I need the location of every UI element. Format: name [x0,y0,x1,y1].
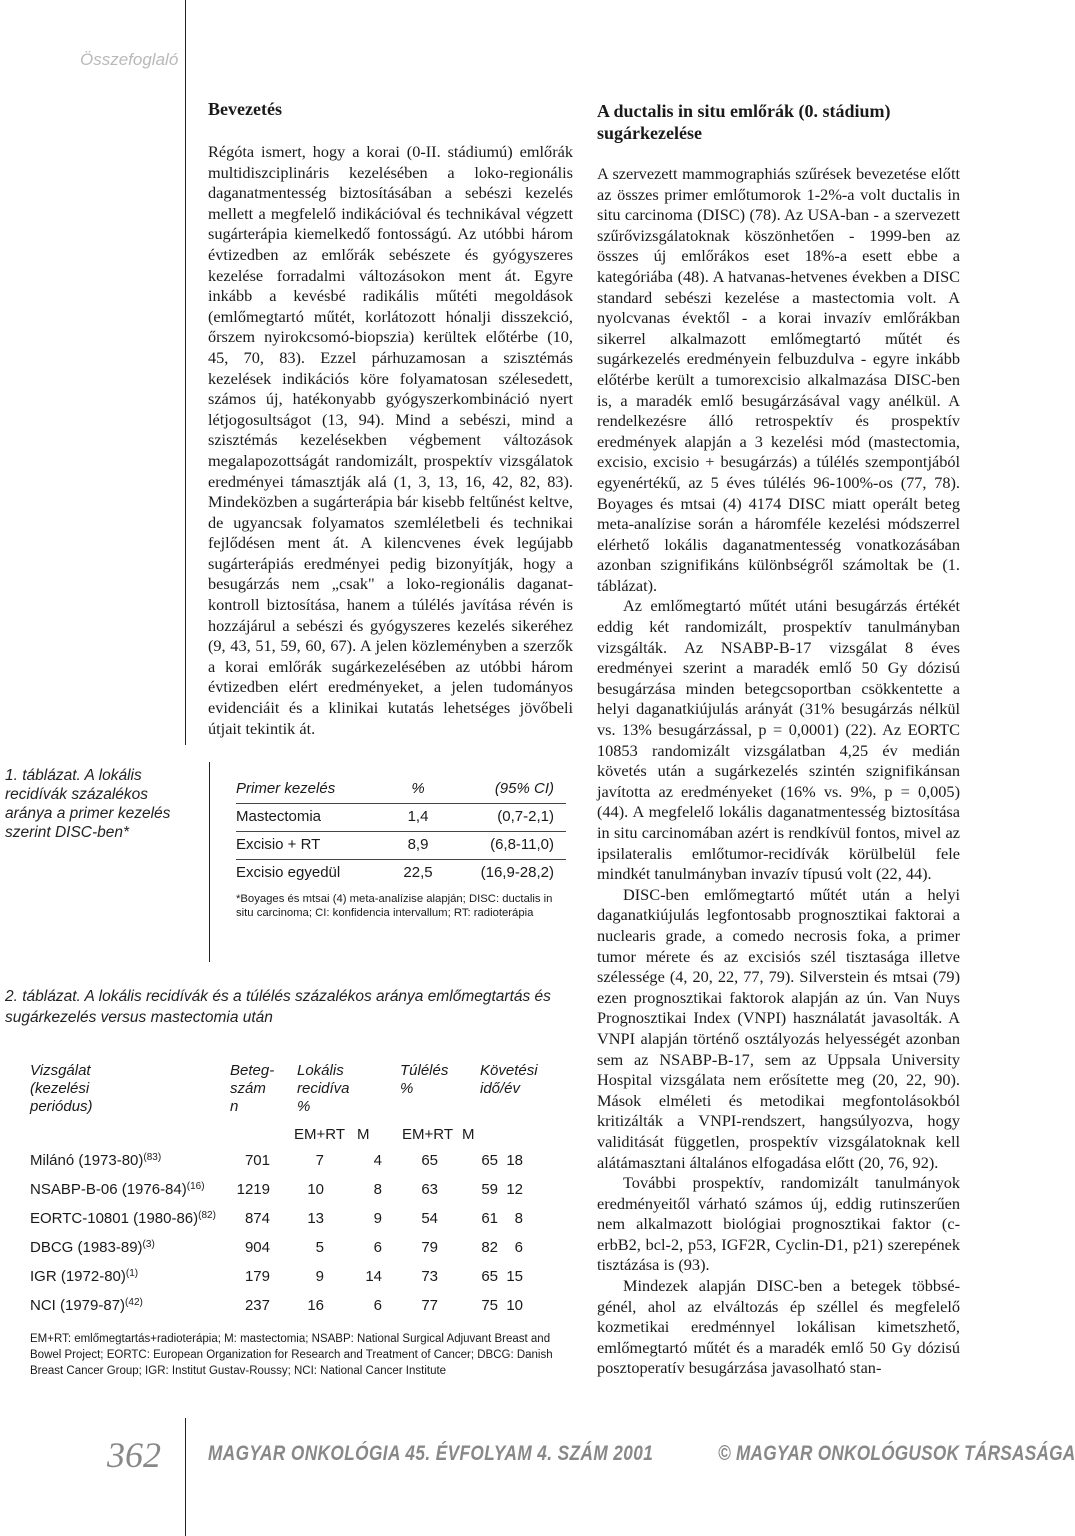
table-cell-study: IGR (1972-80)$^{(1)}$ [30,1268,139,1285]
dcis-paragraph: A szervezett mammographiás szűrések bevezetése előtt az összes primer emlőtumorok 1-2%-a volt ductalis in situ carcinoma (DISC) (78). Az USA-ban - a szervezett szűrővizsgálatoknak köszönhetően - 1999-ben az összes új emlőrákos eset 18%-a esett ebbe a kategóriába (48). A hatvanas-hetvenes években a DISC standard sebészi kezelése a mastectomia volt. A nyolcvanas évektől - a korai invazív emlőrákban sikerrel alkalmazott emlőmegtartó műtét és sugárkezelés eredményein felbuzdulva - egyre inkább előtérbe került a tumorexcisio alkalmazása DISC-ben is, a maradék emlő besugárzásával vagy anélkül. A rendelkezésre álló retrospektív és prospektív eredmények alapján a 3 kezelési mód (mastectomia, excisio, excisio + besugárzás) a túlélés szempontjából egyenértékű, az 5 éves túlélés 96-100%-os (77, 78). Boyages és mtsai (4) 4174 DISC miatt operált beteg meta-analízise során a háromféle kezelési módszerrel elérhető lokális daganatmentesség vonatkozásában azonban szignifikáns különbségről számoltak be (1. táblázat). [597,164,960,595]
table-cell: 65 [421,1152,438,1169]
table-cell: 79 [421,1239,438,1256]
table-cell-study: NCI (1979-87)$^{(42)}$ [30,1297,143,1314]
table2-subheader: M [462,1126,475,1143]
table-cell: 10 [307,1181,324,1198]
table-row [236,862,566,890]
table-cell: 73 [421,1268,438,1285]
table2-subheader: M [357,1126,370,1143]
table-cell: 701 [244,1152,270,1169]
table-cell: 6 [373,1297,382,1314]
table-cell: 4 [373,1152,382,1169]
table-cell: 16 [307,1297,324,1314]
table-cell: 8 [373,1181,382,1198]
table1-header-row [236,778,566,806]
dcis-section [597,100,960,1379]
table-cell: 77 [421,1297,438,1314]
table-row [236,834,566,862]
table-cell-study: NSABP-B-06 (1976-84)$^{(16)}$ [30,1181,205,1198]
table2-subheader-row [30,1122,570,1148]
table2-header-study: Vizsgálat (kezelési periódus) [30,1062,93,1115]
intro-section [208,98,573,739]
table-row [30,1148,570,1177]
table-cell: 8,9 [407,836,429,853]
table-cell-study: DBCG (1983-89)$^{(3)}$ [30,1239,155,1256]
table-cell: 18 [506,1152,523,1169]
table-cell: 5 [315,1239,324,1256]
table-cell: 1219 [236,1181,270,1198]
dcis-heading: A ductalis in situ emlőrák (0. stádium) sugárkezelése [597,101,891,143]
copyright: © MAGYAR ONKOLÓGUSOK TÁRSASÁGA [718,1442,1075,1465]
top-vertical-rule [185,0,186,745]
dcis-paragraph: Mindezek alapján DISC-ben a betegek többségénél, ahol az elváltozás ép széllel és megfelelő kozmetikai eredménnyel lokálisan kimetszhető, emlőmegtartó műtét és a maradék emlő 50 Gy dózisú posztoperatív besugárzása javasolható stan- [597,1276,960,1378]
table2-header-followup: Követési idő/év [480,1062,538,1097]
table-cell: (16,9-28,2) [480,864,554,881]
table1-footnote: *Boyages és mtsai (4) meta-analízise alapján; DISC: ductalis in situ carcinoma; CI: konfidencia intervallum; RT: radioterápia [236,893,553,919]
table-cell: 9 [373,1210,382,1227]
table-cell: 8 [514,1210,523,1227]
table-cell: 14 [365,1268,382,1285]
table-cell: 65 [481,1268,498,1285]
table-row [30,1177,570,1206]
journal-title: MAGYAR ONKOLÓGIA 45. ÉVFOLYAM 4. SZÁM 2001 [208,1442,654,1465]
table1-vertical-rule [209,762,210,962]
intro-paragraph: Régóta ismert, hogy a korai (0-II. stádiumú) emlőrák multidiszciplináris kezelésében a loko-regionális daganatmentesség biztosításában a sebészi kezelés mellett a megfelelő indikációval és technikával végzett sugárterápia kiemelkedő fontosságú. Az utóbbi három évtizedben az emlőrák sebészete és gyógyszeres kezelése forradalmi változásokon ment át. Egyre inkább a kevésbé radikális műtéti megoldások (emlőmegtartó műtét, korlátozott hónalji disszekció, őrszem nyirokcsomó-biopszia) kerültek előtérbe (10, 45, 70, 83). Ezzel párhuzamosan a szisztémás kezelések indikációs köre folyamatosan szélesedett, számos új, hatékonyabb gyógyszerkombináció nyert létjogosultságot (13, 94). Mind a sebészi, mind a szisztémás kezelésekben végbement változások megalapozottságát randomizált, prospektív vizsgálatok eredményei támasztják alá (1, 3, 13, 16, 42, 82, 83). Mindeközben a sugárterápia bár kisebb feltűnést keltve, de ugyancsak folyamatos szemléletbeli és technikai fejlődésen ment át. A kilencvenes évek legújabb sugárterápiás eredményei pedig bizonyítják, hogy a besugárzás nem „csak" a loko-regionális daganatkontroll biztosítása, hanem a túlélés javítása révén is hozzájárul a sebészi és gyógyszeres kezelés sikeréhez (9, 43, 51, 59, 60, 67). A jelen közleményben a szerzők a korai emlőrák sugárkezelésében az utóbbi három évtizedben elért eredményeket, a jelen tudományos evidenciáit és a klinikai kutatás lehetséges jövőbeli útjait tekintik át. [208,142,573,738]
dcis-paragraph: Az emlőmegtartó műtét utáni besugárzás értékét eddig két randomizált, prospektív tanulmányban vizsgálták. Az NSABP-B-17 vizsgálat 8 éves eredményei szerint a maradék emlő 50 Gy dózisú besugárzása minden betegcsoportban csökkentette a helyi daganatkiújulás arányát (31% besugárzás nélkül vs. 13% besugárzással, p = 0,0001) (22). Az EORTC 10853 randomizált vizsgálatban 4,25 év medián követés után a sugárkezelés szintén szignifikánsan javította az eredményeket (16% vs. 9%, p = 0,005) (44). A megfelelő lokális daganatmentesség biztosítása in situ carcinomában azért is rendkívül fontos, mivel az ipsilateralis emlőtumor-recidívák körülbelül fele mindkét tanulmányban invazív típusú volt (22, 44). [597,596,960,884]
table2-header-patients: Beteg- szám n [230,1062,275,1115]
table2-body [30,1148,570,1322]
table1 [236,778,566,890]
table2-header-row [30,1062,570,1122]
table-cell: 63 [421,1181,438,1198]
table-divider [236,803,566,804]
table1-header: Primer kezelés [236,780,336,797]
table-cell: 15 [506,1268,523,1285]
dcis-body [597,164,960,1379]
table-cell: 6 [514,1239,523,1256]
table-cell: (0,7-2,1) [497,808,554,825]
table-cell: 59 [481,1181,498,1198]
table-cell: 61 [481,1210,498,1227]
dcis-paragraph: További prospektív, randomizált tanulmányok eredményeitől várható számos új, eddig rutinszerűen nem alkalmazott biológiai prognosztikai faktor (c-erbB2, bcl-2, p53, IGF2R, Cyclin-D1, p21) szerepének tisztázása is (93). [597,1173,960,1275]
table2-footnote: EM+RT: emlőmegtartás+radioterápia; M: mastectomia; NSABP: National Surgical Adjuvant Breast and Bowel Project; EORTC: European Organization for Research and Treatment of Cancer; DBCG: Danish Breast Cancer Group; IGR: Institut Gustav-Roussy; NCI: National Cancer Institute [30,1333,553,1377]
table1-header: (95% CI) [494,780,554,797]
table2-header-survival: Túlélés % [400,1062,449,1097]
table-row [30,1235,570,1264]
table-divider [236,859,566,860]
intro-body [208,142,573,739]
table-row [30,1264,570,1293]
table-cell: 82 [481,1239,498,1256]
table-cell: 75 [481,1297,498,1314]
table-cell: 13 [307,1210,324,1227]
table-cell-study: EORTC-10801 (1980-86)$^{(82)}$ [30,1210,216,1227]
table-cell: 54 [421,1210,438,1227]
table-row [30,1206,570,1235]
table-cell: 22,5 [403,864,433,881]
page-number: 362 [107,1435,161,1475]
dcis-paragraph: DISC-ben emlőmegtartó műtét után a helyi daganatkiújulás legfontosabb prognosztikai faktorai a nuclearis grade, a comedo necrosis foka, a primer tumor mérete és az excisiós szél tisztasága illetve szélessége (4, 20, 22, 77, 79). Silverstein és mtsai (79) ezen prognosztikai faktorok alapján az ún. Van Nuys Prognosztikai Index (VNPI) használatát javasolták. A VNPI alapján történő osztályozás helyességét azonban sem az NSABP-B-17, sem az Uppsala University Hospital vizsgálata nem erősítette meg (20, 22, 90). Mások elméleti és metodikai megfontolásokból kritizálták a VNPI-rendszert, hangsúlyozva, hogy validitását független, prospektív vizsgálatoknak kell alátámasztani általános elfogadása előtt (20, 76, 92). [597,884,960,1172]
table2 [30,1062,570,1322]
table1-header: % [411,780,425,797]
table-cell: 12 [506,1181,523,1198]
table2-subheader: EM+RT [294,1126,345,1143]
table-cell: 9 [315,1268,324,1285]
table1-caption: 1. táblázat. A lokális recidívák százalékos aránya a primer kezelés szerint DISC-ben* [5,767,171,841]
intro-heading: Bevezetés [208,99,282,119]
table-cell: (6,8-11,0) [490,836,554,853]
table-cell: 874 [244,1210,270,1227]
table-cell: 1,4 [407,808,429,825]
table2-caption: 2. táblázat. A lokális recidívák és a túlélés százalékos aránya emlőmegtartás és sugárkezelés versus mastectomia után [5,988,551,1026]
table-row [236,806,566,834]
table-row [30,1293,570,1322]
table-cell: 904 [244,1239,270,1256]
table-cell-study: Milánó (1973-80)$^{(83)}$ [30,1152,162,1169]
table-cell: 10 [506,1297,523,1314]
table-divider [236,831,566,832]
table-cell: 65 [481,1152,498,1169]
table-cell: 179 [244,1268,270,1285]
footer-vertical-rule [185,1418,186,1536]
table-cell: 237 [244,1297,270,1314]
table-cell: Mastectomia [236,808,322,825]
table-cell: Excisio + RT [236,836,321,853]
table-cell: 6 [373,1239,382,1256]
table2-subheader: EM+RT [402,1126,453,1143]
section-label: Összefoglaló [80,50,179,69]
table-cell: 7 [315,1152,324,1169]
table2-header-local-recurrence: Lokális recidíva % [297,1062,350,1115]
table-cell: Excisio egyedül [236,864,341,881]
